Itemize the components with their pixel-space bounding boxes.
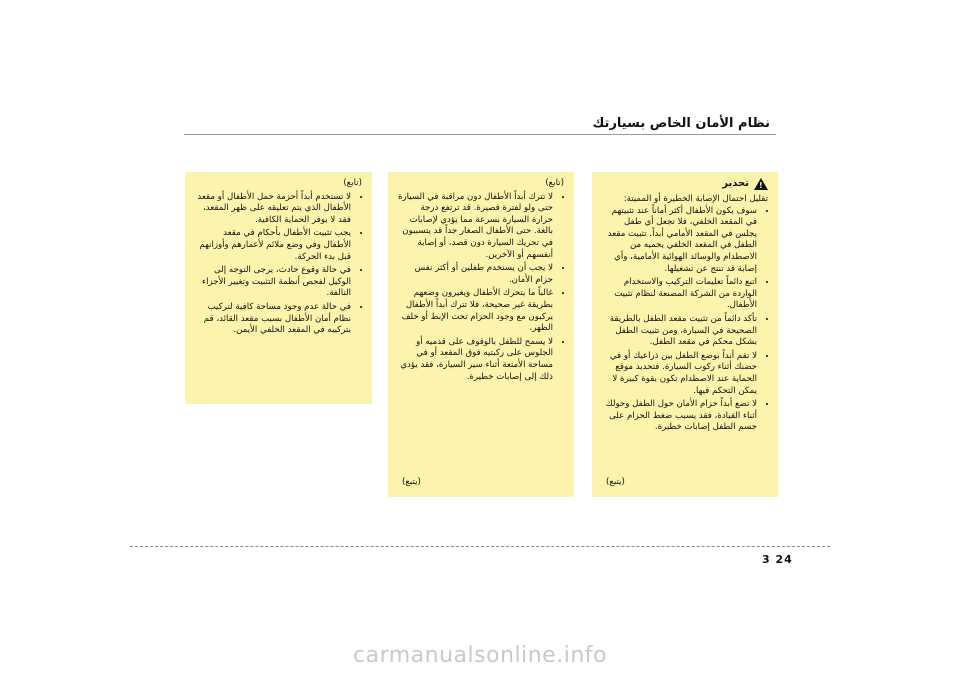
warning-list — [195, 192, 362, 337]
list-item: • لا تقم أبداً بوضع الطفل بين ذراعيك أو في حضنك أثناء ركوب السيارة. فتحديد موقع الحماية عند الاصطدام تكون بقوة كبيرة لا يمكن التحكم فيها. — [602, 351, 757, 397]
watermark: carmanualsonline.info — [353, 643, 607, 668]
list-item: • لا يسمح للطفل بالوقوف على قدميه أو الجلوس على ركبتيه فوق المقعد أو في مساحة الأمتعة أثناء سير السيارة، فقد يؤدي ذلك إلى إصابات خطيرة. — [398, 337, 553, 383]
chapter-number: 3 — [762, 553, 771, 566]
continued-label: (يتبع) — [402, 477, 421, 488]
header-title: نظام الأمان الخاص بسيارتك — [592, 116, 770, 131]
list-item: • في حالة وقوع حادث، يرجى التوجه إلى الوكيل لفحص أنظمة التثبيت وتغيير الأجزاء التالفة. — [195, 265, 351, 300]
list-item: • لا يجب أن يستخدم طفلين أو أكثر نفس حزام الأمان. — [398, 263, 553, 286]
page-number-value: 24 — [775, 553, 793, 566]
warning-intro: تقليل احتمال الإصابة الخطيرة أو المميتة: — [623, 194, 768, 204]
warning-list — [602, 206, 768, 434]
warning-list — [398, 192, 564, 384]
warning-box-middle — [388, 172, 574, 497]
continued-top-label: (تابع) — [343, 178, 362, 188]
list-item: • اتبع دائماً تعليمات التركيب والاستخدام الواردة من الشركة المصنعة لنظام تثبيت الأطفال. — [602, 277, 757, 312]
list-item: • لا تترك أبداً الأطفال دون مراقبة في السيارة حتى ولو لفترة قصيرة. قد ترتفع درجة حرارة السيارة بسرعة مما يؤدي لإصابات بالغة. حتى الأطفال الصغار جداً قد يتسببون في تحريك السيارة دون قصد، أو إصابة أنفسهم أو الآخرين. — [398, 192, 553, 262]
list-item: • غالباً ما يتحرك الأطفال ويغيرون وضعهم بطريقة غير صحيحة، فلا تترك أبداً الأطفال يركبون مع وجود الحزام تحت الإبط أو خلف الظهر. — [398, 288, 553, 334]
continued-top-label: (تابع) — [545, 178, 564, 188]
list-item: • تأكد دائماً من تثبيت مقعد الطفل بالطريقة الصحيحة في السيارة، ومن تثبيت الطفل بشكل محكم في مقعد الطفل. — [602, 314, 757, 349]
header-rule — [184, 134, 776, 135]
warning-box-left — [185, 172, 372, 404]
warning-label: تحذير — [722, 178, 749, 190]
list-item: • سوف يكون الأطفال أكثر أماناً عند تثبيتهم في المقعد الخلفي، فلا تجعل أي طفل يجلس في المقعد الأمامي أبداً. تثبيت مقعد الطفل في المقعد الخلفي يحميه من الاصطدام والوسائد الهوائية الأمامية، وأي إصابة قد تنتج عن تشغيلها. — [602, 206, 757, 276]
list-item: • يجب تثبيت الأطفال بأحكام في مقعد الأطفال وفي وضع ملائم لأعمارهم وأوزانهم قبل بدء الحركة. — [195, 228, 351, 263]
footer-rule — [130, 546, 830, 547]
list-item: • في حالة عدم وجود مساحة كافية لتركيب نظام أمان الأطفال بسبب مقعد القائد، قم بتركيبه في المقعد الخلفي الأيمن. — [195, 302, 351, 337]
warning-triangle-icon: ! — [754, 178, 768, 190]
warning-heading — [602, 178, 768, 190]
page-number — [762, 553, 793, 566]
continued-label: (يتبع) — [606, 477, 625, 488]
list-item: • لا تضع أبداً حزام الأمان حول الطفل وحولك أثناء القيادة، فقد يسبب ضغط الحزام على جسم الطفل إصابات خطيرة. — [602, 399, 757, 434]
warning-box-right — [592, 172, 778, 497]
list-item: • لا تستخدم أبداً أحزمة حمل الأطفال أو مقعد الأطفال الذي يتم تعليقه على ظهر المقعد، فقد لا يوفر الحماية الكافية. — [195, 192, 351, 227]
